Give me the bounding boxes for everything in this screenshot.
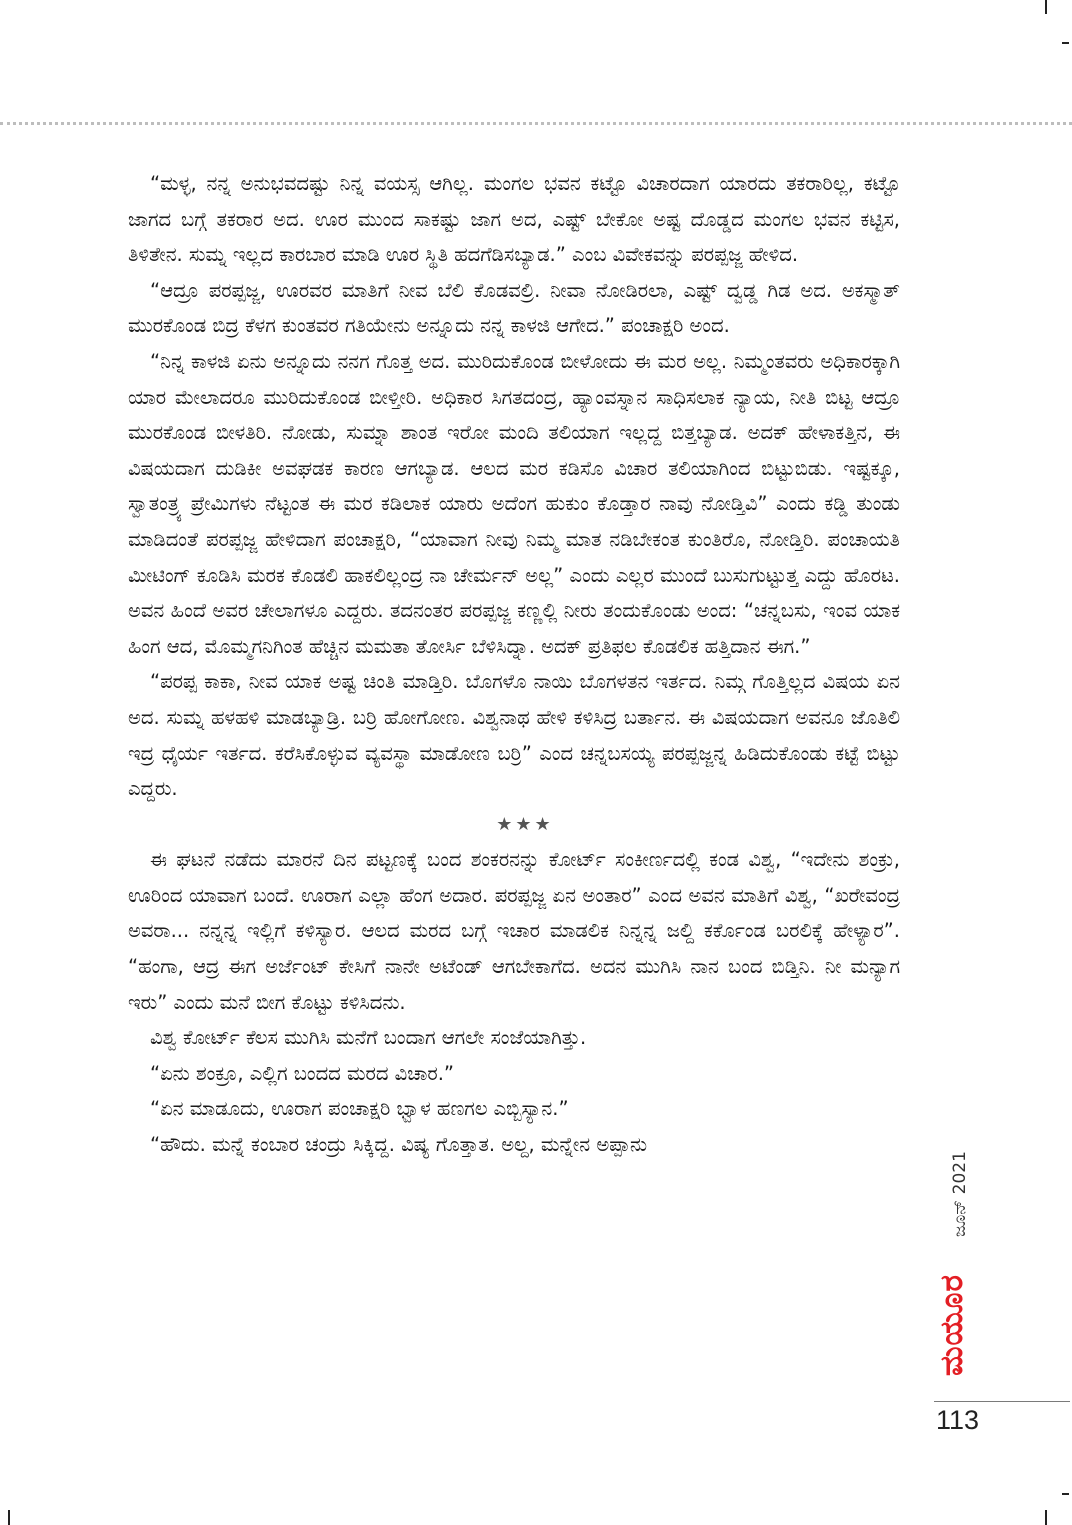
magazine-logo: ಮಯೂರ [934, 1274, 970, 1376]
article-paragraph: “ಆದ್ರೂ ಪರಪ್ಪಜ್ಜ, ಊರವರ ಮಾತಿಗೆ ನೀವ ಬೆಲಿ ಕೊಡವಲ್ರಿ. ನೀವಾ ನೋಡಿರಲಾ, ಎಷ್ಟ್ ದ್ವಡ್ಡ ಗಿಡ ಅದ. ಅಕಸ್ಮಾತ್ ಮುರಕೊಂಡ ಬಿದ್ರ ಕೆಳಗ ಕುಂತವರ ಗತಿಯೇನು ಅನ್ನೂದು ನನ್ನ ಕಾಳಜಿ ಆಗೇದ.” ಪಂಚಾಕ್ಷರಿ ಅಂದ. [128, 278, 900, 338]
crop-mark-bottom-right [1045, 1510, 1047, 1525]
crop-mark-bottom-right-tick [1062, 1493, 1069, 1495]
article-paragraph: “ಹೌದು. ಮನ್ನೆ ಕಂಬಾರ ಚಂದ್ರು ಸಿಕ್ಕಿದ್ದ. ವಿಷ್ಯ ಗೊತ್ತಾತ. ಅಲ್ದ, ಮನ್ನೇನ ಅಪ್ಪಾನು [150, 1133, 648, 1157]
page-number-rule [934, 1401, 1070, 1402]
issue-date: ಜೂನ್ 2021 [950, 1151, 970, 1237]
article-paragraph: ಈ ಘಟನೆ ನಡೆದು ಮಾರನೆ ದಿನ ಪಟ್ಟಣಕ್ಕೆ ಬಂದ ಶಂಕರನನ್ನು ಕೋರ್ಟ್ ಸಂಕೀರ್ಣದಲ್ಲಿ ಕಂಡ ವಿಶ್ವ, “ಇದೇನು ಶಂಕ್ರು, ಊರಿಂದ ಯಾವಾಗ ಬಂದೆ. ಊರಾಗ ಎಲ್ಲಾ ಹೆಂಗ ಅದಾರ. ಪರಪ್ಪಜ್ಜ ಏನ ಅಂತಾರ” ಎಂದ ಅವನ ಮಾತಿಗೆ ವಿಶ್ವ, “ಖರೇವಂದ್ರ ಅವರಾ... ನನ್ನನ್ನ ಇಲ್ಲಿಗೆ ಕಳಿಸ್ಯಾರ. ಆಲದ ಮರದ ಬಗ್ಗೆ ಇಚಾರ ಮಾಡಲಿಕ ನಿನ್ನನ್ನ ಜಲ್ದಿ ಕರ್ಕೊಂಡ ಬರಲಿಕ್ಕೆ ಹೇಳ್ಯಾರ”. “ಹಂಗಾ, ಆದ್ರ ಈಗ ಅರ್ಜೆಂಟ್ ಕೇಸಿಗೆ ನಾನೇ ಅಟೆಂಡ್ ಆಗಬೇಕಾಗೆದ. ಅದನ ಮುಗಿಸಿ ನಾನ ಬಂದ ಬಿಡ್ತಿನಿ. ನೀ ಮನ್ಯಾಗ ಇರು” ಎಂದು ಮನೆ ಬೀಗ ಕೊಟ್ಟು ಕಳಿಸಿದನು. [128, 848, 900, 1014]
article-paragraph: “ನಿನ್ನ ಕಾಳಜಿ ಏನು ಅನ್ನೂದು ನನಗ ಗೊತ್ತ ಅದ. ಮುರಿದುಕೊಂಡ ಬೀಳೋದು ಈ ಮರ ಅಲ್ಲ. ನಿಮ್ಮಂತವರು ಅಧಿಕಾರಕ್ಕಾಗಿ ಯಾರ ಮೇಲಾದರೂ ಮುರಿದುಕೊಂಡ ಬೀಳ್ತೀರಿ. ಅಧಿಕಾರ ಸಿಗತದಂದ್ರ, ಹ್ಯಾಂವಸ್ನಾನ ಸಾಧಿಸಲಾಕ ನ್ಯಾಯ, ನೀತಿ ಬಿಟ್ಟ ಆದ್ರೂ ಮುರಕೊಂಡ ಬೀಳತಿರಿ. ನೋಡು, ಸುಮ್ನಾ ಶಾಂತ ಇರೋ ಮಂದಿ ತಲಿಯಾಗ ಇಲ್ಲದ್ದ ಬಿತ್ತಬ್ಯಾಡ. ಅದಕ್ ಹೇಳಾಕತ್ತಿನ, ಈ ವಿಷಯದಾಗ ದುಡಿಕೀ ಅವಘಡಕ ಕಾರಣ ಆಗಬ್ಯಾಡ. ಆಲದ ಮರ ಕಡಿಸೊ ವಿಚಾರ ತಲಿಯಾಗಿಂದ ಬಿಟ್ಟುಬಿಡು. ಇಷ್ಟಕ್ಕೂ, ಸ್ವಾತಂತ್ರ್ಯ ಪ್ರೇಮಿಗಳು ನೆಟ್ಟಂತ ಈ ಮರ ಕಡಿಲಾಕ ಯಾರು ಅದೆಂಗ ಹುಕುಂ ಕೊಡ್ತಾರ ನಾವು ನೋಡ್ತಿವಿ” ಎಂದು ಕಡ್ಡಿ ತುಂಡು ಮಾಡಿದಂತೆ ಪರಪ್ಪಜ್ಜ ಹೇಳಿದಾಗ ಪಂಚಾಕ್ಷರಿ, “ಯಾವಾಗ ನೀವು ನಿಮ್ಮ ಮಾತ ನಡಿಬೇಕಂತ ಕುಂತಿರೊ, ನೋಡ್ತಿರಿ. ಪಂಚಾಯತಿ ಮೀಟಿಂಗ್ ಕೂಡಿಸಿ ಮರಕ ಕೊಡಲಿ ಹಾಕಲಿಲ್ಲಂದ್ರ ನಾ ಚೇರ್ಮನ್ ಅಲ್ಲ” ಎಂದು ಎಲ್ಲರ ಮುಂದೆ ಬುಸುಗುಟ್ಟುತ್ತ ಎದ್ದು ಹೊರಟ. ಅವನ ಹಿಂದೆ ಅವರ ಚೇಲಾಗಳೂ ಎದ್ದರು. ತದನಂತರ ಪರಪ್ಪಜ್ಜ ಕಣ್ಣಲ್ಲಿ ನೀರು ತಂದುಕೊಂಡು ಅಂದ: “ಚನ್ನಬಸು, ಇಂವ ಯಾಕ ಹಿಂಗ ಆದ, ಮೊಮ್ಮಗನಿಗಿಂತ ಹೆಚ್ಚಿನ ಮಮತಾ ತೋರ್ಸಿ ಬೆಳಿಸಿದ್ನಾ. ಅದಕ್ ಪ್ರತಿಫಲ ಕೊಡಲಿಕ ಹತ್ತಿದಾನ ಈಗ.” [128, 349, 900, 658]
article-paragraph: “ಪರಪ್ಪ ಕಾಕಾ, ನೀವ ಯಾಕ ಅಷ್ಟ ಚಿಂತಿ ಮಾಡ್ತಿರಿ. ಬೊಗಳೊ ನಾಯಿ ಬೊಗಳತನ ಇರ್ತದ. ನಿಮ್ಗ ಗೊತ್ತಿಲ್ಲದ ವಿಷಯ ಏನ ಅದ. ಸುಮ್ನ ಹಳಹಳಿ ಮಾಡಬ್ಯಾಡ್ರಿ. ಬರ್ರಿ ಹೋಗೋಣ. ವಿಶ್ವನಾಥ ಹೇಳಿ ಕಳಿಸಿದ್ರ ಬರ್ತಾನ. ಈ ವಿಷಯದಾಗ ಅವನೂ ಜೊತಿಲಿ ಇದ್ರ ಧೈರ್ಯ ಇರ್ತದ. ಕರೆಸಿಕೊಳ್ಳುವ ವ್ಯವಸ್ಥಾ ಮಾಡೋಣ ಬರ್ರಿ” ಎಂದ ಚನ್ನಬಸಯ್ಯ ಪರಪ್ಪಜ್ಜನ್ನ ಹಿಡಿದುಕೊಂಡು ಕಟ್ಟೆ ಬಿಟ್ಟು ಎದ್ದರು. [128, 670, 900, 801]
article-paragraph: “ಏನು ಶಂಕ್ರೂ, ಎಲ್ಲಿಗ ಬಂದದ ಮರದ ವಿಚಾರ.” [150, 1061, 455, 1085]
crop-mark-top-right-tick [1062, 42, 1069, 44]
article-paragraph: “ಏನ ಮಾಡೂದು, ಊರಾಗ ಪಂಚಾಕ್ಷರಿ ಭ್ವಾಳ ಹಣಗಲ ಎಬ್ಬಿಸ್ಯಾನ.” [150, 1097, 569, 1121]
crop-mark-bottom-left [8, 1510, 10, 1525]
header-dotted-rule [0, 122, 1072, 125]
page-number: 113 [936, 1405, 980, 1435]
section-separator: ★★★ [496, 813, 554, 835]
article-paragraph: ವಿಶ್ವ ಕೋರ್ಟ್ ಕೆಲಸ ಮುಗಿಸಿ ಮನೆಗೆ ಬಂದಾಗ ಆಗಲೇ ಸಂಜೆಯಾಗಿತ್ತು. [150, 1026, 587, 1050]
article-paragraph: “ಮಳ್ಳ, ನನ್ನ ಅನುಭವದಷ್ಟು ನಿನ್ನ ವಯಸ್ಸ ಆಗಿಲ್ಲ. ಮಂಗಲ ಭವನ ಕಟ್ಟೊ ವಿಚಾರದಾಗ ಯಾರದು ತಕರಾರಿಲ್ಲ, ಕಟ್ಟೊ ಜಾಗದ ಬಗ್ಗೆ ತಕರಾರ ಅದ. ಊರ ಮುಂದ ಸಾಕಷ್ಟು ಜಾಗ ಅದ, ಎಷ್ಟ್ ಬೇಕೋ ಅಷ್ಟ ದೊಡ್ಡದ ಮಂಗಲ ಭವನ ಕಟ್ಟಿಸ, ತಿಳಿತೇನ. ಸುಮ್ನ ಇಲ್ಲದ ಕಾರಬಾರ ಮಾಡಿ ಊರ ಸ್ಥಿತಿ ಹದಗೆಡಿಸಬ್ಯಾಡ.” ಎಂಬ ವಿವೇಕವನ್ನು ಪರಪ್ಪಜ್ಜ ಹೇಳಿದ. [128, 172, 900, 267]
crop-mark-top-right [1045, 0, 1047, 14]
article-body [128, 166, 900, 1163]
